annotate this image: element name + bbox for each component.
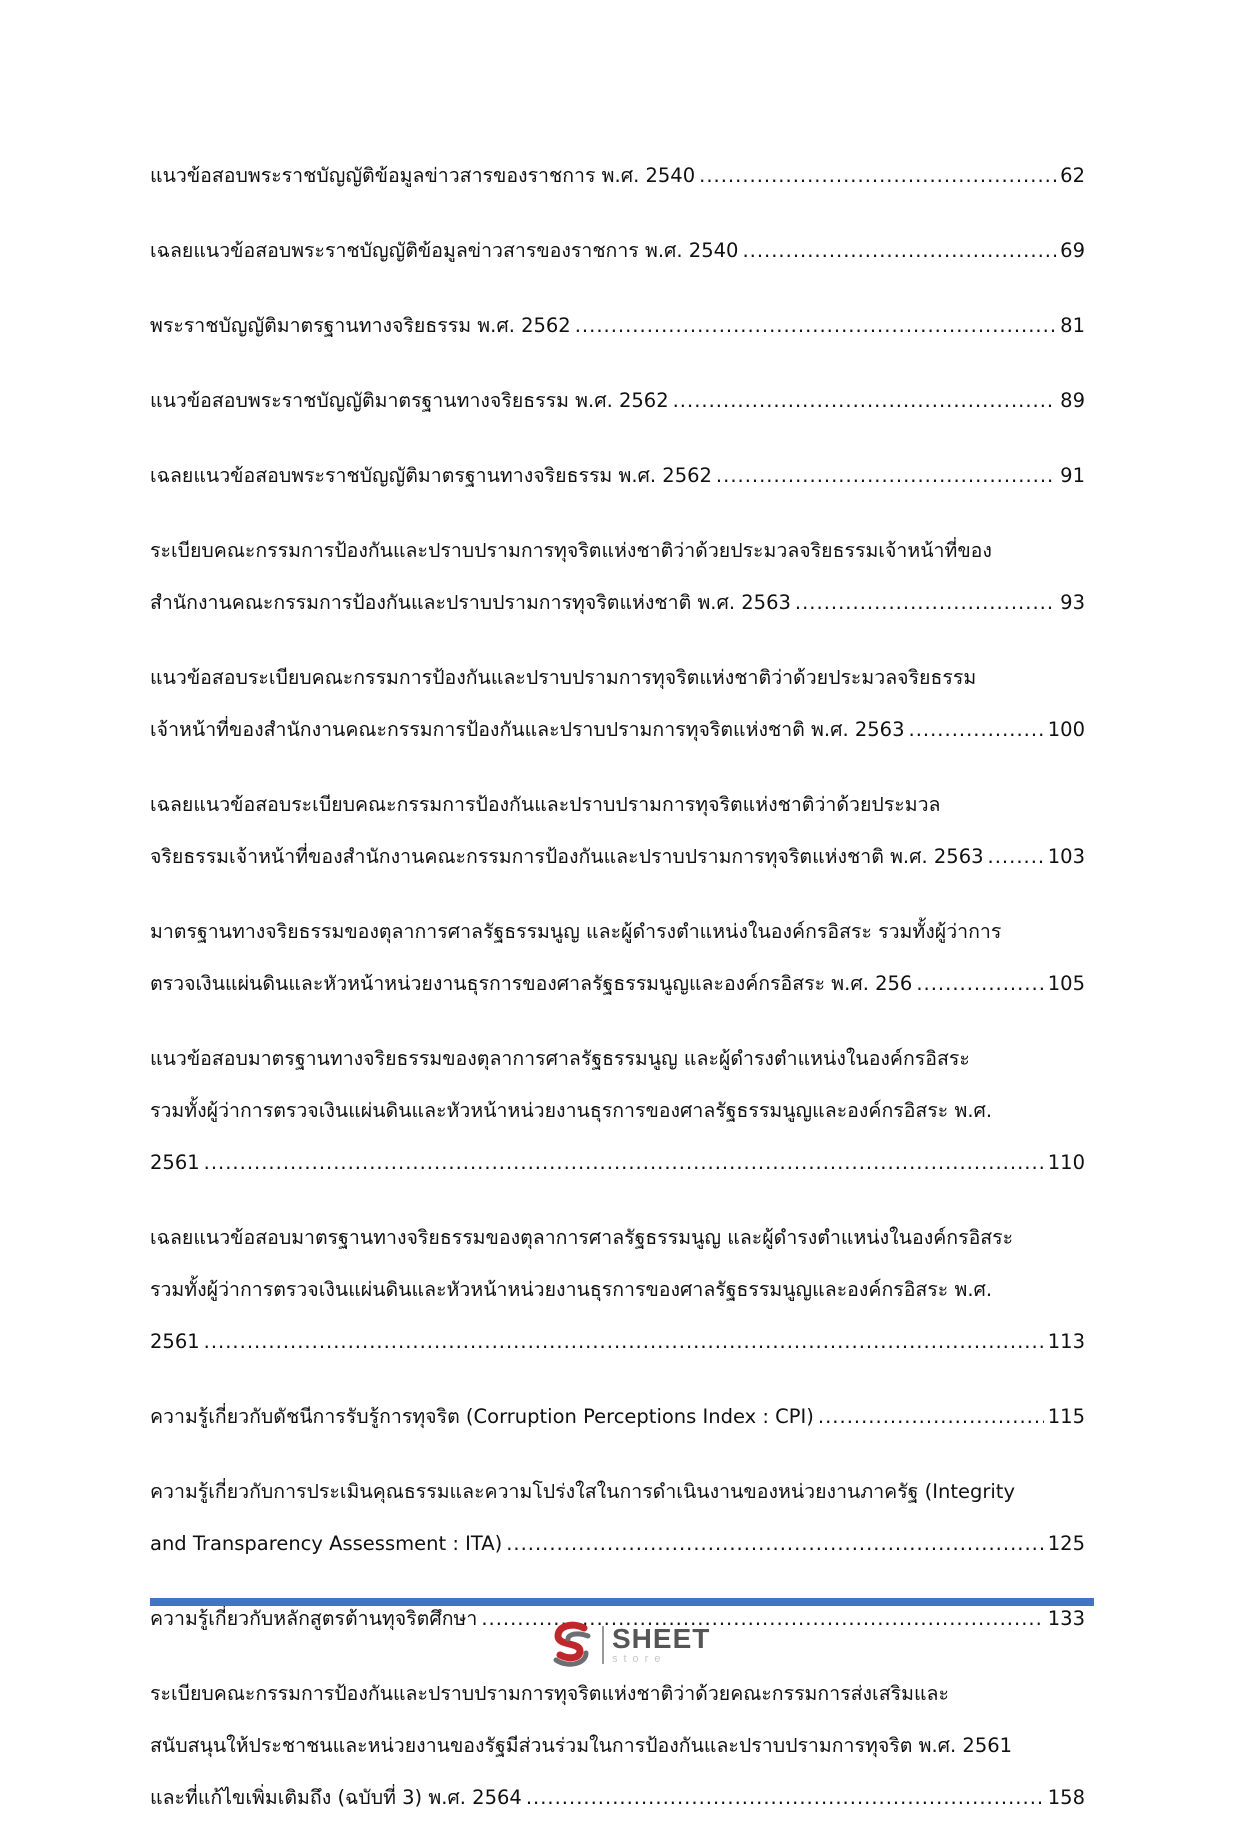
toc-entry-text-line: แนวข้อสอบมาตรฐานทางจริยธรรมของตุลาการศาลรัฐธรรมนูญ และผู้ดำรงตำแหน่งในองค์กรอิสระ xyxy=(150,1047,970,1070)
toc-entry-page-number: 81 xyxy=(1060,314,1085,337)
toc-entry-title: ตรวจเงินแผ่นดินและหัวหน้าหน่วยงานธุรการของศาลรัฐธรรมนูญและองค์กรอิสระ พ.ศ. 256 xyxy=(150,972,913,995)
toc-entry-text-line: ระเบียบคณะกรรมการป้องกันและปราบปรามการทุจริตแห่งชาติว่าด้วยคณะกรรมการส่งเสริมและ xyxy=(150,1682,949,1705)
toc-entry-title: สำนักงานคณะกรรมการป้องกันและปราบปรามการทุจริตแห่งชาติ พ.ศ. 2563 xyxy=(150,591,791,614)
toc-entry-page-number: 100 xyxy=(1047,718,1085,741)
dot-leader xyxy=(204,1316,1044,1368)
dot-leader xyxy=(506,1518,1044,1570)
toc-entry[interactable] xyxy=(150,525,1085,629)
toc-entry[interactable] xyxy=(150,906,1085,1010)
toc-entry-text-line: แนวข้อสอบระเบียบคณะกรรมการป้องกันและปราบปรามการทุจริตแห่งชาติว่าด้วยประมวลจริยธรรม xyxy=(150,666,977,689)
toc-entry-page-number: 113 xyxy=(1047,1330,1085,1353)
toc-entry-page-number: 93 xyxy=(1060,591,1085,614)
sheet-store-logo-icon xyxy=(550,1620,594,1670)
toc-entry-page-number: 133 xyxy=(1047,1607,1085,1630)
brand-name: SHEET xyxy=(612,1623,711,1654)
toc-entry-text-line: สนับสนุนให้ประชาชนและหน่วยงานของรัฐมีส่วนร่วมในการป้องกันและปราบปรามการทุจริต พ.ศ. 2561 xyxy=(150,1734,1013,1757)
footer-logo xyxy=(550,1620,710,1670)
toc-entry[interactable] xyxy=(150,1668,1085,1824)
toc-entry-page-number: 91 xyxy=(1060,464,1085,487)
dot-leader xyxy=(988,831,1044,883)
toc-entry[interactable] xyxy=(150,1391,1085,1443)
toc-entry-title: ความรู้เกี่ยวกับดัชนีการรับรู้การทุจริต (Corruption Perceptions Index : CPI) xyxy=(150,1405,814,1428)
toc-entry[interactable] xyxy=(150,1466,1085,1570)
dot-leader xyxy=(795,577,1056,629)
toc-entry[interactable] xyxy=(150,225,1085,277)
toc-entry-title: 2561 xyxy=(150,1330,200,1353)
toc-entry[interactable] xyxy=(150,1212,1085,1368)
toc-entry-title: ความรู้เกี่ยวกับหลักสูตรต้านทุจริตศึกษา xyxy=(150,1607,478,1630)
dot-leader xyxy=(526,1772,1044,1824)
logo-divider xyxy=(602,1626,604,1664)
toc-entry-title: พระราชบัญญัติมาตรฐานทางจริยธรรม พ.ศ. 2562 xyxy=(150,314,571,337)
dot-leader xyxy=(818,1391,1044,1443)
toc-entry-title: 2561 xyxy=(150,1151,200,1174)
toc-entry-title: แนวข้อสอบพระราชบัญญัติมาตรฐานทางจริยธรรม พ.ศ. 2562 xyxy=(150,389,669,412)
brand-subtitle: store xyxy=(612,1653,667,1665)
toc-entry-title: เฉลยแนวข้อสอบพระราชบัญญัติมาตรฐานทางจริยธรรม พ.ศ. 2562 xyxy=(150,464,712,487)
toc-entry-title: เจ้าหน้าที่ของสำนักงานคณะกรรมการป้องกันและปราบปรามการทุจริตแห่งชาติ พ.ศ. 2563 xyxy=(150,718,905,741)
toc-entry-page-number: 89 xyxy=(1060,389,1085,412)
toc-entry-text-line: ความรู้เกี่ยวกับการประเมินคุณธรรมและความโปร่งใสในการดำเนินงานของหน่วยงานภาครัฐ (Integrity xyxy=(150,1480,1015,1503)
dot-leader xyxy=(699,150,1056,202)
toc-entry-title: and Transparency Assessment : ITA) xyxy=(150,1532,503,1555)
toc-entry[interactable] xyxy=(150,652,1085,756)
toc-entry[interactable] xyxy=(150,779,1085,883)
toc-entry-title: และที่แก้ไขเพิ่มเติมถึง (ฉบับที่ 3) พ.ศ. 2564 xyxy=(150,1786,522,1809)
toc-entry[interactable] xyxy=(150,375,1085,427)
dot-leader xyxy=(575,300,1056,352)
toc-entry-page-number: 105 xyxy=(1047,972,1085,995)
table-of-contents xyxy=(150,150,1085,1847)
dot-leader xyxy=(204,1137,1044,1189)
toc-entry-title: แนวข้อสอบพระราชบัญญัติข้อมูลข่าวสารของราชการ พ.ศ. 2540 xyxy=(150,164,696,187)
toc-entry-page-number: 158 xyxy=(1047,1786,1085,1809)
toc-entry-title: จริยธรรมเจ้าหน้าที่ของสำนักงานคณะกรรมการป้องกันและปราบปรามการทุจริตแห่งชาติ พ.ศ. 2563 xyxy=(150,845,984,868)
toc-entry-page-number: 115 xyxy=(1047,1405,1085,1428)
toc-entry-page-number: 103 xyxy=(1047,845,1085,868)
toc-entry-page-number: 62 xyxy=(1060,164,1085,187)
toc-entry-text-line: ระเบียบคณะกรรมการป้องกันและปราบปรามการทุจริตแห่งชาติว่าด้วยประมวลจริยธรรมเจ้าหน้าที่ของ xyxy=(150,539,992,562)
dot-leader xyxy=(716,450,1056,502)
toc-entry-text-line: เฉลยแนวข้อสอบระเบียบคณะกรรมการป้องกันและปราบปรามการทุจริตแห่งชาติว่าด้วยประมวล xyxy=(150,793,941,816)
dot-leader xyxy=(673,375,1057,427)
toc-entry[interactable] xyxy=(150,300,1085,352)
toc-entry[interactable] xyxy=(150,1033,1085,1189)
toc-entry-page-number: 69 xyxy=(1060,239,1085,262)
footer-rule xyxy=(150,1598,1094,1606)
toc-entry-text-line: รวมทั้งผู้ว่าการตรวจเงินแผ่นดินและหัวหน้าหน่วยงานธุรการของศาลรัฐธรรมนูญและองค์กรอิสระ พ.ศ. xyxy=(150,1099,993,1122)
toc-entry[interactable] xyxy=(150,150,1085,202)
toc-entry-title: เฉลยแนวข้อสอบพระราชบัญญัติข้อมูลข่าวสารของราชการ พ.ศ. 2540 xyxy=(150,239,739,262)
dot-leader xyxy=(909,704,1044,756)
toc-entry-text-line: เฉลยแนวข้อสอบมาตรฐานทางจริยธรรมของตุลาการศาลรัฐธรรมนูญ และผู้ดำรงตำแหน่งในองค์กรอิสระ xyxy=(150,1226,1014,1249)
dot-leader xyxy=(916,958,1043,1010)
toc-entry[interactable] xyxy=(150,450,1085,502)
toc-entry-page-number: 110 xyxy=(1047,1151,1085,1174)
toc-entry-page-number: 125 xyxy=(1047,1532,1085,1555)
toc-entry-text-line: มาตรฐานทางจริยธรรมของตุลาการศาลรัฐธรรมนูญ และผู้ดำรงตำแหน่งในองค์กรอิสระ รวมทั้งผู้ว่าการ xyxy=(150,920,1002,943)
dot-leader xyxy=(742,225,1056,277)
toc-entry-text-line: รวมทั้งผู้ว่าการตรวจเงินแผ่นดินและหัวหน้าหน่วยงานธุรการของศาลรัฐธรรมนูญและองค์กรอิสระ พ.ศ. xyxy=(150,1278,993,1301)
